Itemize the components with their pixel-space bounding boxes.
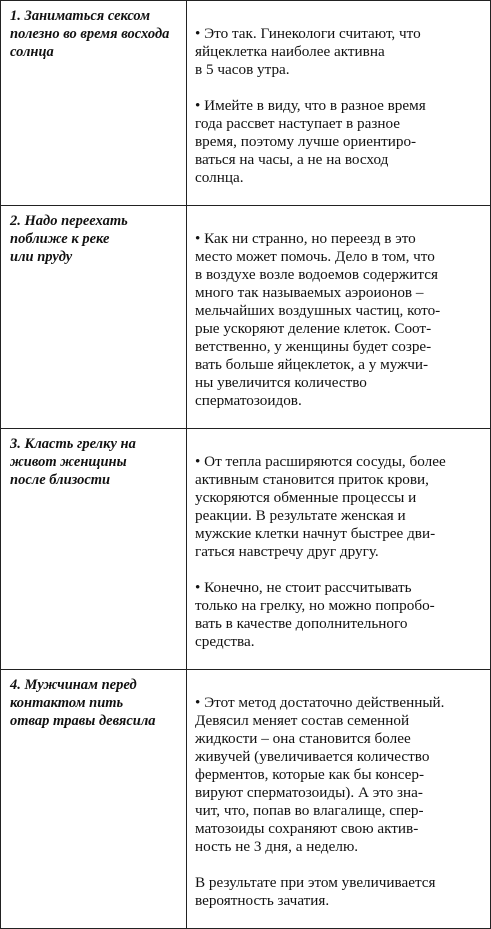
comment-paragraph: • Имейте в виду, что в разное время года рассвет наступает в разное время, поэтому лучше ориентиро- ваться на часы, а не на восход солнца. xyxy=(195,97,426,186)
table-row xyxy=(1,206,491,429)
comment-paragraph: • Конечно, не стоит рассчитывать только на грелку, но можно попробо- вать в качестве дополнительного средства. xyxy=(195,579,435,650)
comment-paragraph: • Это так. Гинекологи считают, что яйцеклетка наиболее активна в 5 часов утра. xyxy=(195,25,421,78)
advice-cell: 4. Мужчинам перед контактом пить отвар травы девясила xyxy=(1,670,187,929)
comment-paragraph: • От тепла расширяются сосуды, более активным становится приток крови, ускоряются обменные процессы и реакции. В результате женская и мужские клетки начнут быстрее дви- гаться навстречу друг другу. xyxy=(195,453,446,560)
comment-cell xyxy=(187,429,491,670)
table-row xyxy=(1,1,491,206)
comment-paragraph: В результате при этом увеличивается вероятность зачатия. xyxy=(195,874,436,909)
comment-paragraph: • Этот метод достаточно действенный. Девясил меняет состав семенной жидкости – она становится более живучей (увеличивается количество ферментов, которые как бы консер- вируют сперматозоиды). А это зна- чит, что, попав во влагалище, спер- матозоиды сохраняют свою актив- ность не 3 дня, а неделю. xyxy=(195,694,445,855)
advice-cell: 3. Класть грелку на живот женщины после близости xyxy=(1,429,187,670)
comment-paragraph: • Как ни странно, но переезд в это место может помочь. Дело в том, что в воздухе возле водоемов содержится много так называемых аэроионов – мельчайших воздушных частиц, кото- рые ускоряют деление клеток. Соот- ветственно, у женщины будет созре- вать больше яйцеклеток, а у мужчи- ны увеличится количество сперматозоидов. xyxy=(195,230,441,409)
table-row xyxy=(1,429,491,670)
comment-cell xyxy=(187,670,491,929)
table-row xyxy=(1,670,491,929)
advice-cell: 2. Надо переехать поближе к реке или пруду xyxy=(1,206,187,429)
advice-cell: 1. Заниматься сексом полезно во время восхода солнца xyxy=(1,1,187,206)
comment-cell xyxy=(187,206,491,429)
comment-cell xyxy=(187,1,491,206)
